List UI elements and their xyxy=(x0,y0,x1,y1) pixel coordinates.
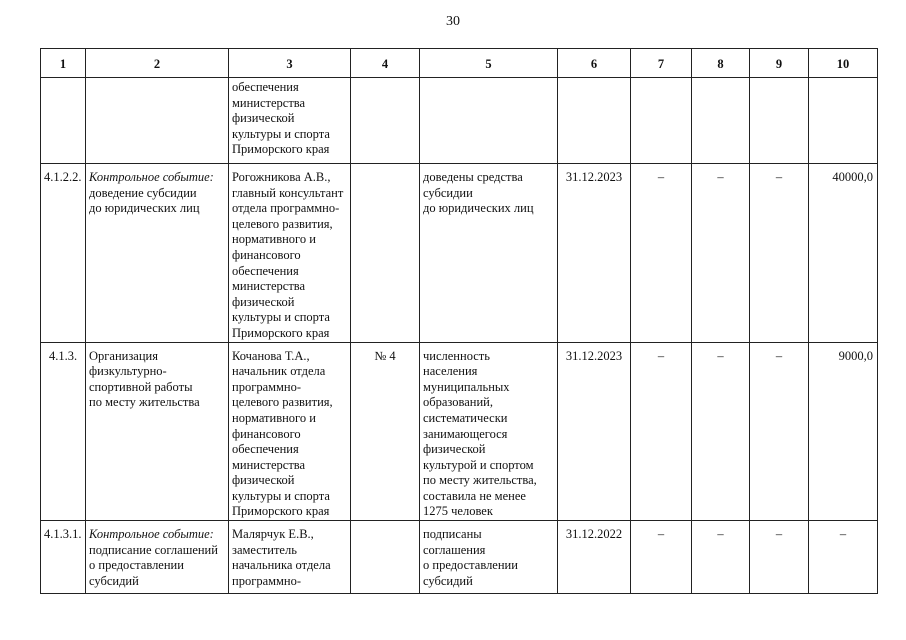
event-cell xyxy=(86,78,229,164)
value-cell: – xyxy=(631,521,692,594)
event-text: Организация физкультурно- спортивной работы по месту жительства xyxy=(89,348,200,410)
value-cell: – xyxy=(692,521,750,594)
value-cell xyxy=(692,78,750,164)
table-row xyxy=(41,78,878,164)
value-cell: – xyxy=(631,342,692,521)
responsible-cell: обеспечения министерства физической культуры и спорта Приморского края xyxy=(229,78,351,164)
reference-cell xyxy=(351,521,420,594)
value-cell: – xyxy=(692,164,750,343)
header-cell: 8 xyxy=(692,49,750,78)
header-cell: 9 xyxy=(750,49,809,78)
value-cell: 40000,0 xyxy=(809,164,878,343)
page-number: 30 xyxy=(446,14,460,29)
row-number: 4.1.2.2. xyxy=(41,164,86,343)
header-cell: 1 xyxy=(41,49,86,78)
header-cell: 6 xyxy=(558,49,631,78)
responsible-cell: Рогожникова А.В., главный консультант отдела программно- целевого развития, нормативного и финансового обеспечения министерства физической культуры и спорта Приморского края xyxy=(229,164,351,343)
header-row xyxy=(41,49,878,78)
value-cell xyxy=(631,78,692,164)
event-cell xyxy=(86,164,229,343)
event-text: подписание соглашений о предоставлении субсидий xyxy=(89,542,218,588)
event-cell xyxy=(86,521,229,594)
result-cell: доведены средства субсидии до юридических лиц xyxy=(420,164,558,343)
control-event-label: Контрольное событие: xyxy=(89,170,214,184)
row-number: 4.1.3. xyxy=(41,342,86,521)
result-cell xyxy=(420,78,558,164)
row-number xyxy=(41,78,86,164)
reference-cell xyxy=(351,78,420,164)
value-cell: – xyxy=(750,521,809,594)
header-cell: 7 xyxy=(631,49,692,78)
row-number: 4.1.3.1. xyxy=(41,521,86,594)
value-cell xyxy=(809,78,878,164)
date-cell: 31.12.2023 xyxy=(558,342,631,521)
header-cell: 3 xyxy=(229,49,351,78)
value-cell: – xyxy=(631,164,692,343)
table-row xyxy=(41,342,878,521)
value-cell: – xyxy=(692,342,750,521)
header-cell: 2 xyxy=(86,49,229,78)
value-cell: – xyxy=(750,342,809,521)
control-event-label: Контрольное событие: xyxy=(89,527,214,542)
date-cell: 31.12.2022 xyxy=(558,521,631,594)
responsible-cell: Кочанова Т.А., начальник отдела программно- целевого развития, нормативного и финансового обеспечения министерства физической культуры и спорта Приморского края xyxy=(229,342,351,521)
event-cell xyxy=(86,342,229,521)
header-cell: 4 xyxy=(351,49,420,78)
date-cell: 31.12.2023 xyxy=(558,164,631,343)
responsible-cell: Малярчук Е.В., заместитель начальника отдела программно- xyxy=(229,521,351,594)
plan-table xyxy=(40,48,878,594)
table-row xyxy=(41,521,878,594)
header-cell: 10 xyxy=(809,49,878,78)
value-cell: – xyxy=(809,521,878,594)
event-text: доведение субсидии до юридических лиц xyxy=(89,185,200,216)
reference-cell: № 4 xyxy=(351,342,420,521)
reference-cell xyxy=(351,164,420,343)
header-cell: 5 xyxy=(420,49,558,78)
table-row xyxy=(41,164,878,343)
date-cell xyxy=(558,78,631,164)
result-cell: подписаны соглашения о предоставлении субсидий xyxy=(420,521,558,594)
value-cell: 9000,0 xyxy=(809,342,878,521)
value-cell: – xyxy=(750,164,809,343)
result-cell: численность населения муниципальных образований, систематически занимающегося физической культурой и спортом по месту жительства, составила не менее 1275 человек xyxy=(420,342,558,521)
value-cell xyxy=(750,78,809,164)
